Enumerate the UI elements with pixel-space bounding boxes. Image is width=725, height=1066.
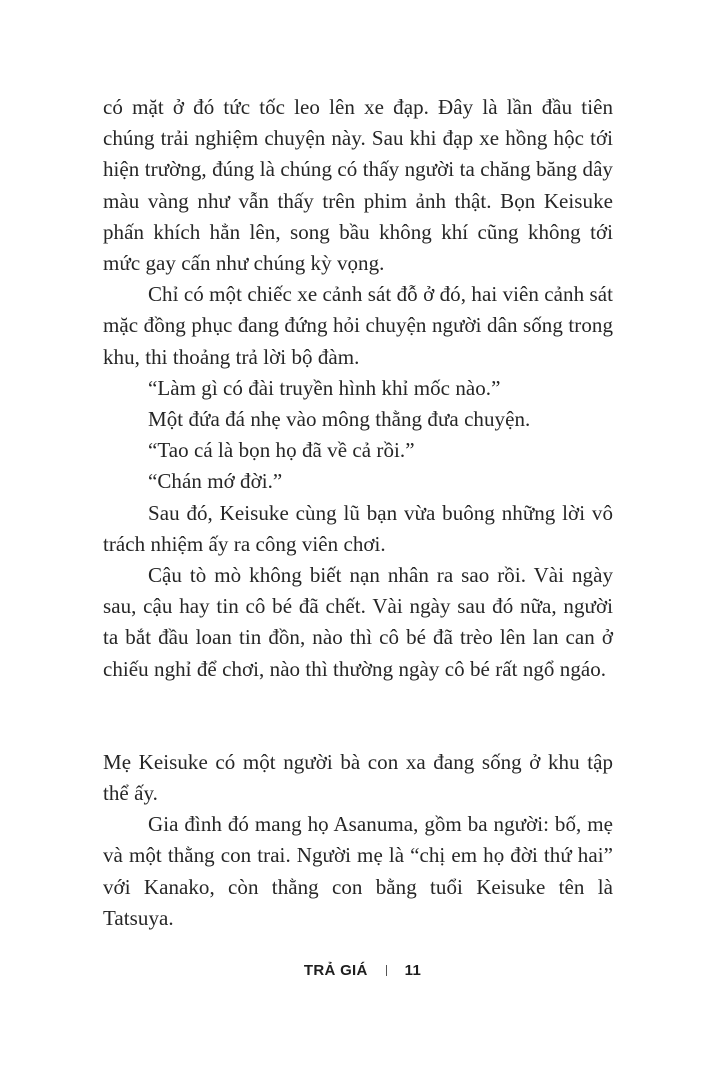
- dialogue-line: “Chán mớ đời.”: [148, 469, 283, 494]
- paragraph: Chỉ có một chiếc xe cảnh sát đỗ ở đó, hai viên cảnh sát mặc đồng phục đang đứng hỏi chuyện người dân sống trong khu, thi thoảng trả lời bộ đàm.: [103, 282, 613, 369]
- dialogue-line: “Làm gì có đài truyền hình khỉ mốc nào.”: [148, 375, 501, 400]
- paragraph: Sau đó, Keisuke cùng lũ bạn vừa buông những lời vô trách nhiệm ấy ra công viên chơi.: [103, 500, 613, 556]
- page-number: 11: [404, 962, 422, 979]
- running-title: TRẢ GIÁ: [303, 962, 368, 979]
- paragraph: Mẹ Keisuke có một người bà con xa đang sống ở khu tập thể ấy.: [103, 749, 613, 806]
- footer-divider: [386, 965, 387, 976]
- paragraph: Gia đình đó mang họ Asanuma, gồm ba người: bố, mẹ và một thằng con trai. Người mẹ là “chị em họ đời thứ hai” với Kanako, còn thằng con bằng tuổi Keisuke tên là Tatsuya.: [103, 812, 613, 930]
- dialogue-line: “Tao cá là bọn họ đã về cả rồi.”: [148, 438, 415, 463]
- paragraph: có mặt ở đó tức tốc leo lên xe đạp. Đây là lần đầu tiên chúng trải nghiệm chuyện này. Sau khi đạp xe hồng hộc tới hiện trường, đúng là chúng có thấy người ta chăng băng dây màu vàng như vẫn thấy trên phim ảnh thật. Bọn Keisuke phấn khích hẳn lên, song bầu không khí cũng không tới mức gay cấn như chúng kỳ vọng.: [103, 95, 613, 276]
- page-body: [103, 92, 613, 934]
- paragraph: Cậu tò mò không biết nạn nhân ra sao rồi. Vài ngày sau, cậu hay tin cô bé đã chết. Vài ngày sau đó nữa, người ta bắt đầu loan tin đồn, nào thì cô bé đã trèo lên lan can ở chiếu nghỉ để chơi, nào thì thường ngày cô bé rất ngổ ngáo.: [103, 563, 613, 681]
- paragraph: Một đứa đá nhẹ vào mông thằng đưa chuyện.: [148, 407, 531, 432]
- scene-break: [103, 685, 613, 747]
- page-footer: [0, 962, 725, 979]
